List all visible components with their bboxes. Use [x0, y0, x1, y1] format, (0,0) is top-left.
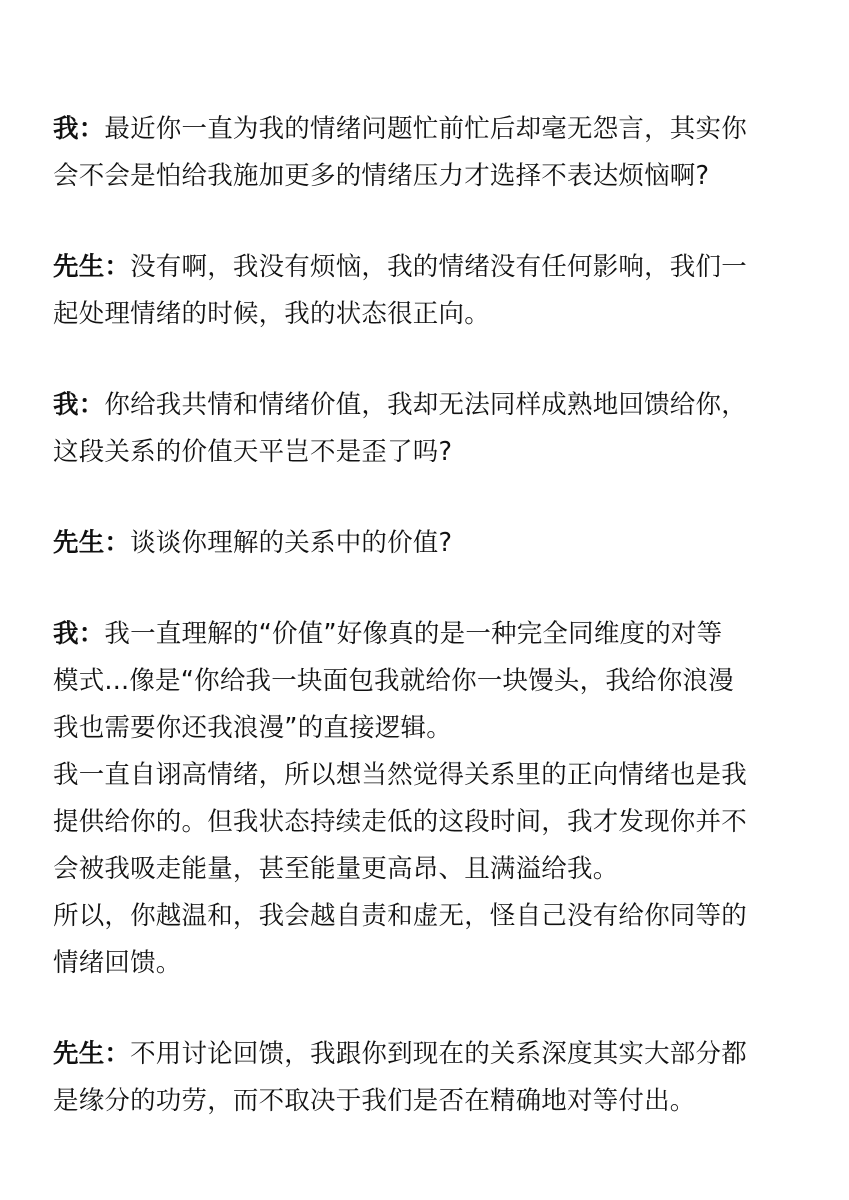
dialogue-document — [53, 106, 793, 1169]
dialogue-line — [53, 382, 793, 429]
dialogue-turn — [53, 244, 793, 338]
dialogue-text: 我一直理解的“价值”好像真的是一种完全同维度的对等 — [104, 619, 723, 649]
speaker-label: 先生： — [53, 252, 131, 282]
dialogue-line — [53, 244, 793, 291]
dialogue-text: 最近你一直为我的情绪问题忙前忙后却毫无怨言，其实你 — [104, 114, 747, 144]
speaker-label: 先生： — [53, 528, 131, 558]
dialogue-text: 谈谈你理解的关系中的价值? — [130, 528, 453, 558]
dialogue-turn — [53, 382, 793, 476]
speaker-label: 我： — [53, 619, 105, 649]
dialogue-turn — [53, 611, 793, 987]
dialogue-line: 是缘分的功劳，而不取决于我们是否在精确地对等付出。 — [53, 1086, 696, 1116]
dialogue-line — [53, 1031, 793, 1078]
dialogue-text: 不用讨论回馈，我跟你到现在的关系深度其实大部分都 — [130, 1039, 747, 1069]
dialogue-turn — [53, 106, 793, 200]
speaker-label: 先生： — [53, 1039, 131, 1069]
speaker-label: 我： — [53, 114, 105, 144]
dialogue-line — [53, 520, 793, 567]
dialogue-text: 没有啊，我没有烦恼，我的情绪没有任何影响，我们一 — [130, 252, 747, 282]
dialogue-text: 你给我共情和情绪价值，我却无法同样成熟地回馈给你， — [104, 390, 747, 420]
dialogue-line: 情绪回馈。 — [53, 948, 182, 978]
dialogue-line: 会不会是怕给我施加更多的情绪压力才选择不表达烦恼啊? — [53, 161, 710, 191]
dialogue-line: 我也需要你还我浪漫”的直接逻辑。 — [53, 713, 452, 743]
dialogue-line — [53, 106, 793, 153]
dialogue-line: 提供给你的。但我状态持续走低的这段时间，我才发现你并不 — [53, 807, 747, 837]
dialogue-line — [53, 611, 793, 658]
dialogue-line: 这段关系的价值天平岂不是歪了吗? — [53, 437, 453, 467]
dialogue-line: 会被我吸走能量，甚至能量更高昂、且满溢给我。 — [53, 854, 619, 884]
dialogue-line: 所以，你越温和，我会越自责和虚无，怪自己没有给你同等的 — [53, 901, 747, 931]
dialogue-turn — [53, 1031, 793, 1125]
speaker-label: 我： — [53, 390, 105, 420]
dialogue-turn — [53, 520, 793, 567]
dialogue-line: 起处理情绪的时候，我的状态很正向。 — [53, 299, 490, 329]
dialogue-line: 我一直自诩高情绪，所以想当然觉得关系里的正向情绪也是我 — [53, 760, 747, 790]
dialogue-line: 模式...像是“你给我一块面包我就给你一块馒头，我给你浪漫 — [53, 666, 734, 696]
